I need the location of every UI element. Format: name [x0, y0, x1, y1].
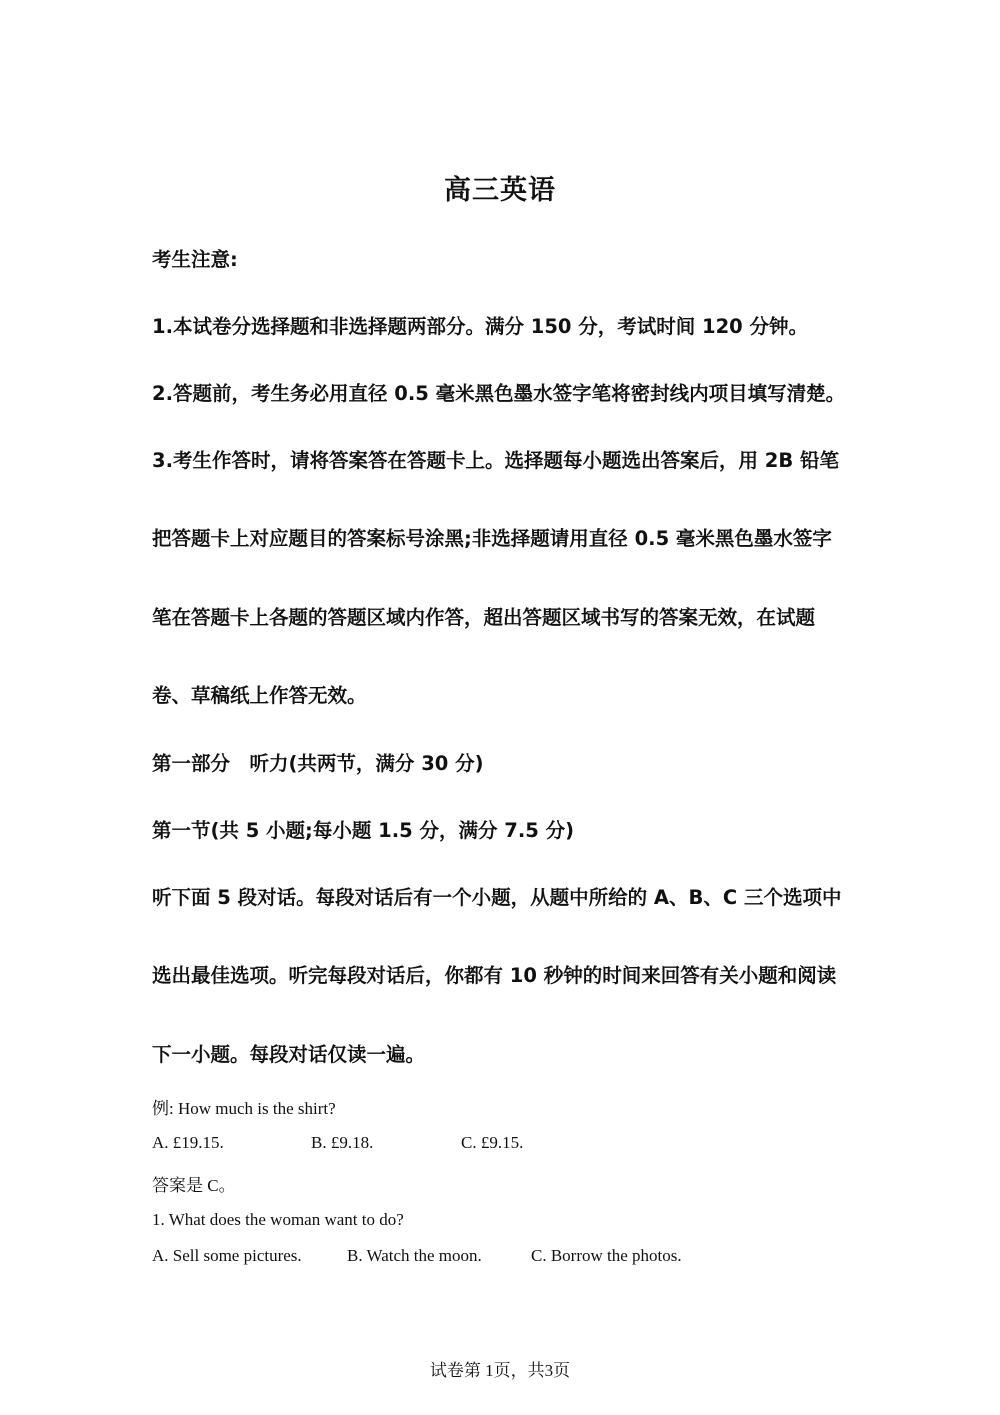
example-option-a: A. £19.15.: [152, 1133, 224, 1152]
notice-item-3-line-4: 卷、草稿纸上作答无效。: [152, 684, 367, 707]
section1-heading: 第一节(共 5 小题;每小题 1.5 分，满分 7.5 分): [152, 819, 575, 842]
question-1-option-c: C. Borrow the photos.: [531, 1246, 682, 1265]
example-question: 例: How much is the shirt?: [152, 1099, 336, 1118]
question-1-text: 1. What does the woman want to do?: [152, 1210, 404, 1229]
page-footer: 试卷第 1页，共3页: [429, 1361, 571, 1380]
question-1-option-b: B. Watch the moon.: [347, 1246, 482, 1265]
example-answer: 答案是 C。: [152, 1176, 236, 1195]
notice-heading: 考生注意:: [152, 248, 238, 271]
notice-item-1: 1.本试卷分选择题和非选择题两部分。满分 150 分，考试时间 120 分钟。: [152, 315, 809, 338]
notice-item-3-line-2: 把答题卡上对应题目的答案标号涂黑;非选择题请用直径 0.5 毫米黑色墨水签字: [152, 527, 832, 550]
notice-item-3-line-3: 笔在答题卡上各题的答题区域内作答，超出答题区域书写的答案无效，在试题: [152, 606, 816, 629]
instructions-line-1: 听下面 5 段对话。每段对话后有一个小题，从题中所给的 A、B、C 三个选项中: [152, 886, 842, 909]
notice-item-3-line-1: 3.考生作答时，请将答案答在答题卡上。选择题每小题选出答案后，用 2B 铅笔: [152, 449, 839, 472]
instructions-line-3: 下一小题。每段对话仅读一遍。: [152, 1043, 426, 1066]
part1-heading: 第一部分 听力(共两节，满分 30 分): [152, 752, 484, 775]
example-option-c: C. £9.15.: [461, 1133, 524, 1152]
example-option-b: B. £9.18.: [311, 1133, 374, 1152]
notice-item-2: 2.答题前，考生务必用直径 0.5 毫米黑色墨水签字笔将密封线内项目填写清楚。: [152, 382, 846, 405]
question-1-option-a: A. Sell some pictures.: [152, 1246, 302, 1265]
instructions-line-2: 选出最佳选项。听完每段对话后，你都有 10 秒钟的时间来回答有关小题和阅读: [152, 964, 837, 987]
page-title: 高三英语: [444, 175, 556, 206]
